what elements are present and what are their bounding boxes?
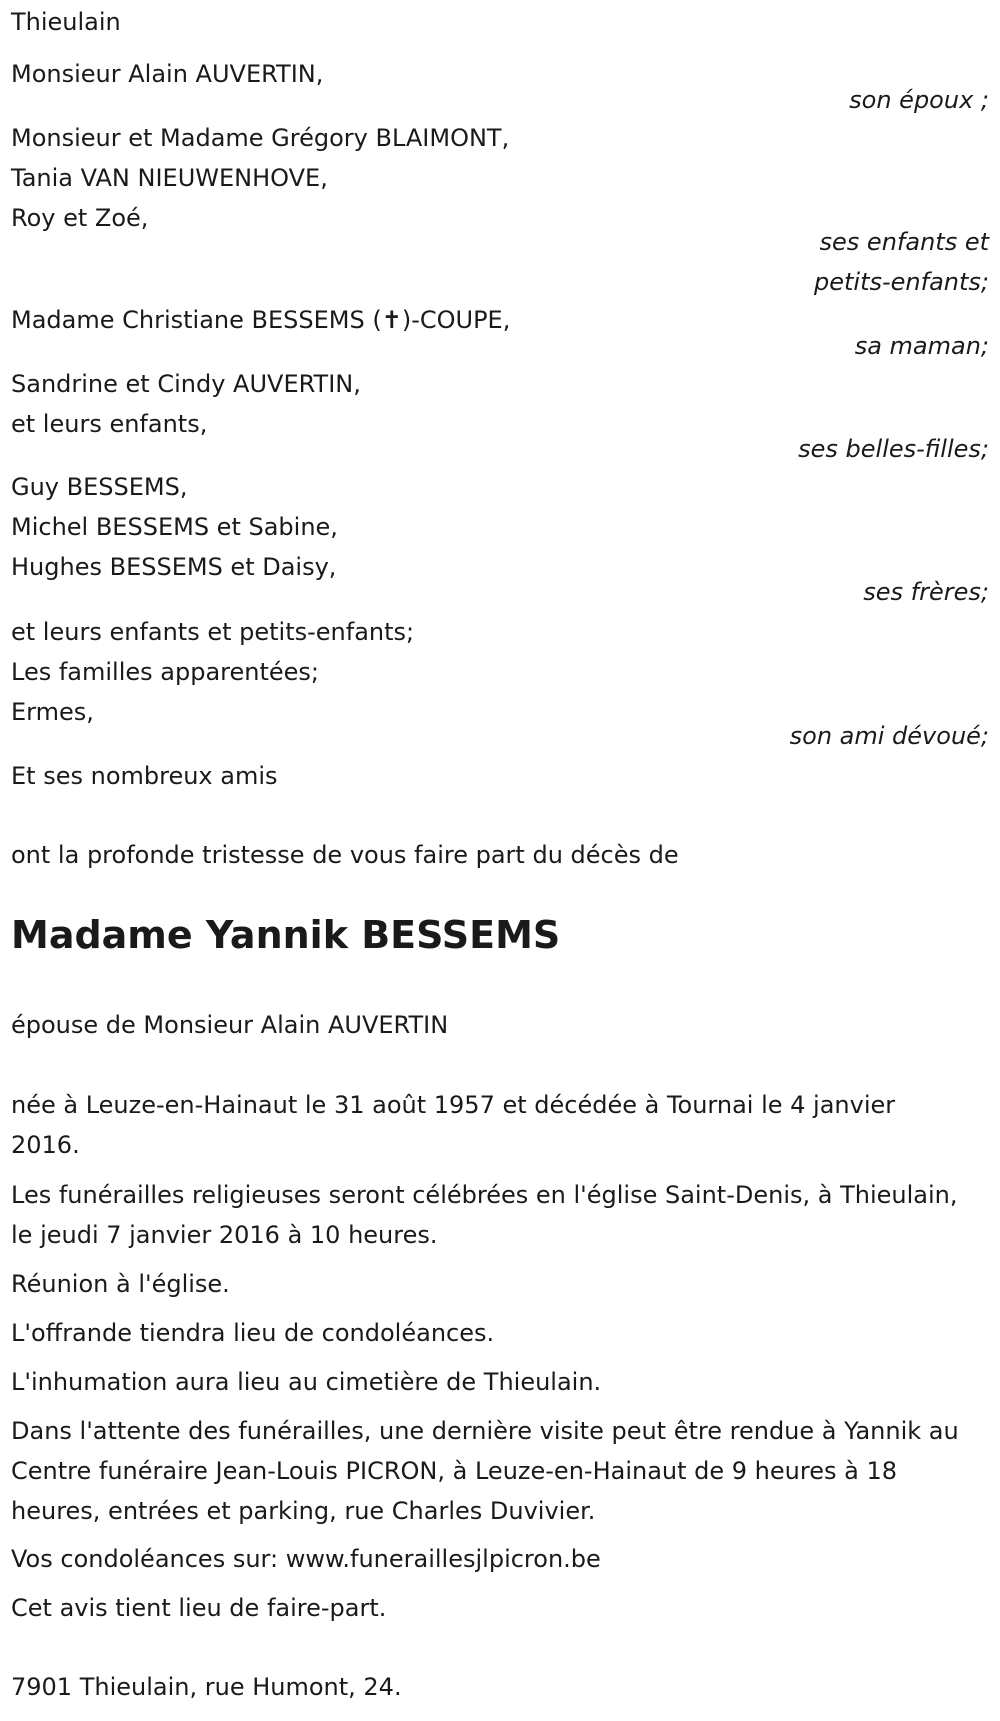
stepdaughters-role: ses belles-filles; — [798, 435, 989, 463]
spouse-of-line: épouse de Monsieur Alain AUVERTIN — [11, 1011, 449, 1039]
children-line: Monsieur et Madame Grégory BLAIMONT, — [11, 124, 510, 152]
announcement-intro: ont la profonde tristesse de vous faire part du décès de — [11, 841, 679, 869]
visit-paragraph: Dans l'attente des funérailles, une dernière visite peut être rendue à Yannik au Centre funéraire Jean-Louis PICRON, à Leuze-en-Hainaut de 9 heures à 18 heures, entrées et parking, rue Charles Duvivier. — [11, 1417, 959, 1525]
deceased-name: Madame Yannik BESSEMS — [11, 913, 561, 957]
place-heading: Thieulain — [11, 8, 121, 36]
children-role-line: petits-enfants; — [814, 268, 989, 296]
children-group — [11, 118, 989, 238]
stepdaughters-line: Sandrine et Cindy AUVERTIN, — [11, 370, 361, 398]
others-group — [11, 612, 989, 732]
address-line: 7901 Thieulain, rue Humont, 24. — [11, 1673, 402, 1701]
funeral-paragraph: Les funérailles religieuses seront célébrées en l'église Saint-Denis, à Thieulain, le jeudi 7 janvier 2016 à 10 heures. — [11, 1181, 958, 1249]
brothers-group — [11, 467, 989, 587]
children-role-line: ses enfants et — [819, 228, 989, 256]
meeting-line: Réunion à l'église. — [11, 1270, 230, 1298]
burial-line: L'inhumation aura lieu au cimetière de Thieulain. — [11, 1368, 602, 1396]
offering-line: L'offrande tiendra lieu de condoléances. — [11, 1319, 495, 1347]
friends-line: Et ses nombreux amis — [11, 762, 278, 790]
mother-role: sa maman; — [854, 332, 989, 360]
birth-death-paragraph: née à Leuze-en-Hainaut le 31 août 1957 et décédée à Tournai le 4 janvier 2016. — [11, 1091, 896, 1159]
notice-line: Cet avis tient lieu de faire-part. — [11, 1594, 387, 1622]
others-line: Ermes, — [11, 698, 94, 726]
children-line: Tania VAN NIEUWENHOVE, — [11, 164, 328, 192]
brothers-role: ses frères; — [863, 578, 989, 606]
friend-role: son ami dévoué; — [789, 722, 989, 750]
mother-name: Madame Christiane BESSEMS (✝)-COUPE, — [11, 306, 511, 334]
others-line: Les familles apparentées; — [11, 658, 320, 686]
spouse-name: Monsieur Alain AUVERTIN, — [11, 60, 324, 88]
brother-line: Hughes BESSEMS et Daisy, — [11, 553, 337, 581]
others-line: et leurs enfants et petits-enfants; — [11, 618, 415, 646]
brother-line: Guy BESSEMS, — [11, 473, 188, 501]
condolences-line: Vos condoléances sur: www.funeraillesjlpicron.be — [11, 1545, 601, 1573]
brother-line: Michel BESSEMS et Sabine, — [11, 513, 338, 541]
children-line: Roy et Zoé, — [11, 204, 149, 232]
stepdaughters-line: et leurs enfants, — [11, 410, 208, 438]
spouse-role: son époux ; — [849, 86, 989, 114]
